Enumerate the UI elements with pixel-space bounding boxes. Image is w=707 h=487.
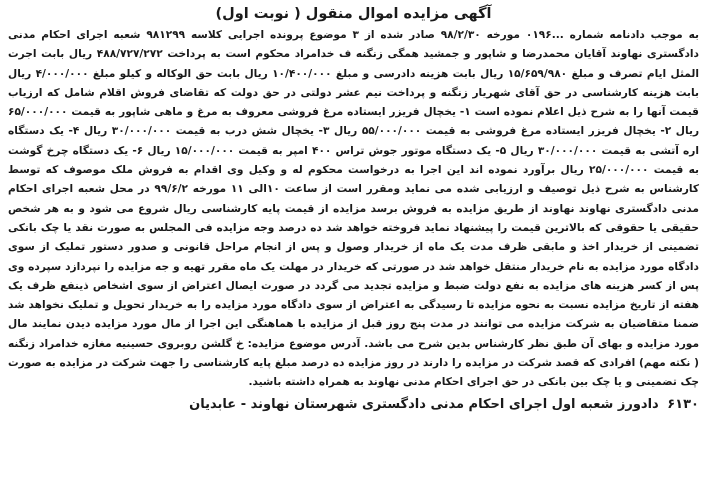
notice-body: به موجب دادنامه شماره ...۰۱۹۶ مورخه ۹۸/۲/۳۰ صادر شده از ۳ موضوع پرونده اجرایی کلاسه ۹۸۱۲۹۹ شعبه اجرای احکام مدنی دادگستری نهاوند آقایان محمدرضا و شاپور و جمشید همگی زنگنه ف خدامراد محکوم است به پرداخت ۴۸۸/۷۲۷/۲۷۲ ریال بابت اجرت المثل ایام تصرف و مبلغ ۱۵/۶۵۹/۹۸۰ ریال بابت هزینه دادرسی و مبلغ ۱۰/۴۰۰/۰۰۰ ریال بابت حق الوکاله و کیلو مبلغ ۴/۰۰۰/۰۰۰ ریال بابت هزینه کارشناسی در حق آقای شهریار زنگنه و پرداخت نیم عشر دولتی در حق دولت که تقاضای فروش اقلام شامل که ارزیاب قیمت آنها را به شرح ذیل اعلام نموده است ۱- یخچال فریزر ایستاده مرغ فروشی معروف به مرغ و ماهی شاپور به قیمت ۶۵/۰۰۰/۰۰۰ ریال ۲- یخچال فریزر ایستاده مرغ فروشی به قیمت ۵۵/۰۰۰/۰۰۰ ریال ۳- یخچال شش درب به قیمت ۳۰/۰۰۰/۰۰۰ ریال ۴- یک دستگاه اره آتشی به قیمت ۳۰/۰۰۰/۰۰۰ ریال ۵- یک دستگاه موتور جوش تراس ۴۰۰ امپر به قیمت ۱۵/۰۰۰/۰۰۰ ریال ۶- یک دستگاه چرخ گوشت به قیمت ۲۵/۰۰۰/۰۰۰ ریال برآورد نموده اند این اجرا به درخواست محکوم له و وکیل وی اقدام به فروش ملک موصوف که توسط کارشناس به شرح ذیل توصیف و ارزیابی شده می نماید ومقرر است از ساعت ۱۰الی ۱۱ مورخه ۹۹/۶/۲ در محل شعبه اجرای احکام مدنی دادگستری نهاوند نهاوند از طریق مزایده به فروش برسد مزایده از قیمت پایه کارشناسی ریال شروع می شود و به هر شخص حقیقی یا حقوقی که بالاترین قیمت را پیشنهاد نماید فروخته خواهد شد ده درصد وجه مزایده فی المجلس به صورت نقد یا چک بانکی تضمینی از خریدار اخذ و مابقی ظرف مدت یک ماه از خریدار وصول و پس از انجام مراحل قانونی و صدور دستور تملیک از سوی دادگاه مورد مزایده به نام خریدار منتقل خواهد شد در صورتی که خریدار در مهلت یک ماه مقرر تهیه و جه مزایده را نپردازد سپرده وی پس از کسر هزینه های مزایده به نفع دولت ضبط و مزایده تجدید می گردد در صورت ایصال اعتراض از سوی اشخاص ذینفع ظرف یک هفته از تاریخ مزایده نسبت به نحوه مزایده تا رسیدگی به اعتراض از سوی دادگاه مورد مزایده را به خریدار تحویل و تملیک نخواهد شد ضمنا متقاضیان به شرکت مزایده می توانند در مدت پنج روز قبل از مزایده با هماهنگی این اجرا از مال مورد مزایده دیدن نمایند مال مورد مزایده و بهای آن طبق نظر کارشناس بدین شرح می باشد. آدرس موضوع مزایده: خ گلشن روبروی حسینیه مغازه خدامراد زنگنه ( نکته مهم) افرادی که قصد شرکت در مزایده را دارند در روز مزایده ده درصد مبلغ پایه کارشناسی را جهت شرکت در مزایده به صورت چک تضمینی و یا چک بین بانکی در حق اجرای احکام مدنی نهاوند به همراه داشته باشید.: [8, 29, 700, 389]
notice-title: آگهی مزایده اموال منقول ( نوبت اول): [215, 6, 492, 22]
notice-number: ۶۱۳۰: [667, 396, 699, 412]
notice-footer: [8, 395, 699, 415]
notice-signature: دادورز شعبه اول اجرای احکام مدنی دادگستری شهرستان نهاوند - عابدیان: [189, 396, 659, 412]
